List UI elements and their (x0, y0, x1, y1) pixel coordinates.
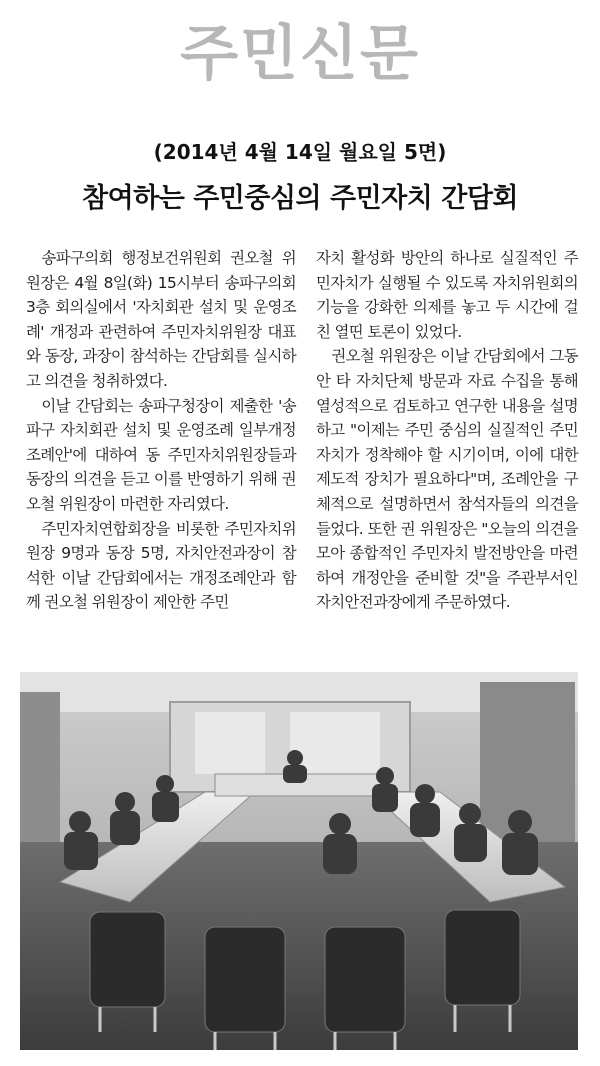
article-column-left (26, 246, 296, 615)
article-paragraph: 자치 활성화 방안의 하나로 실질적인 주민자치가 실행될 수 있도록 자치위원회의 기능을 강화한 의제를 놓고 두 시간에 걸친 열띤 토론이 있었다. (316, 249, 578, 341)
masthead-logo: 주민신문 (180, 19, 420, 89)
article-column-right (316, 246, 578, 615)
article-paragraph: 송파구의회 행정보건위원회 권오철 위원장은 4월 8일(화) 15시부터 송파구의회 3층 회의실에서 '자치회관 설치 및 운영조례' 개정과 관련하여 주민자치위원장 대표와 동장, 과장이 참석하는 간담회를 실시하고 의견을 청취하였다. (26, 249, 296, 390)
meeting-photo-illustration (20, 672, 578, 1050)
article-headline: 참여하는 주민중심의 주민자치 간담회 (81, 183, 518, 214)
publication-dateline: (2014년 4월 14일 월요일 5면) (153, 140, 447, 164)
article-paragraph: 주민자치연합회장을 비롯한 주민자치위원장 9명과 동장 5명, 자치안전과장이 참석한 이날 간담회에서는 개정조례안과 함께 권오철 위원장이 제안한 주민 (26, 519, 296, 612)
article-paragraph: 권오철 위원장은 이날 간담회에서 그동안 타 자치단체 방문과 자료 수집을 통해 열성적으로 검토하고 연구한 내용을 설명하고 "이제는 주민 중심의 실질적인 주민자치가 정착해야 할 시기이며, 이에 대한 제도적 장치가 필요하다"며, 조례안을 구체적으로 설명하면서 참석자들의 의견을 들었다. 또한 권 위원장은 "오늘의 의견을 모아 종합적인 주민자치 발전방안을 마련하여 개정안을 준비할 것"을 주관부서인 자치안전과장에게 주문하였다. (316, 347, 578, 612)
article-paragraph: 이날 간담회는 송파구청장이 제출한 '송파구 자치회관 설치 및 운영조례 일부개정조례안'에 대하여 동 주민자치위원장들과 동장의 의견을 듣고 이를 반영하기 위해 권오철 위원장이 마련한 자리였다. (26, 396, 296, 513)
meeting-room-photo (20, 672, 578, 1050)
